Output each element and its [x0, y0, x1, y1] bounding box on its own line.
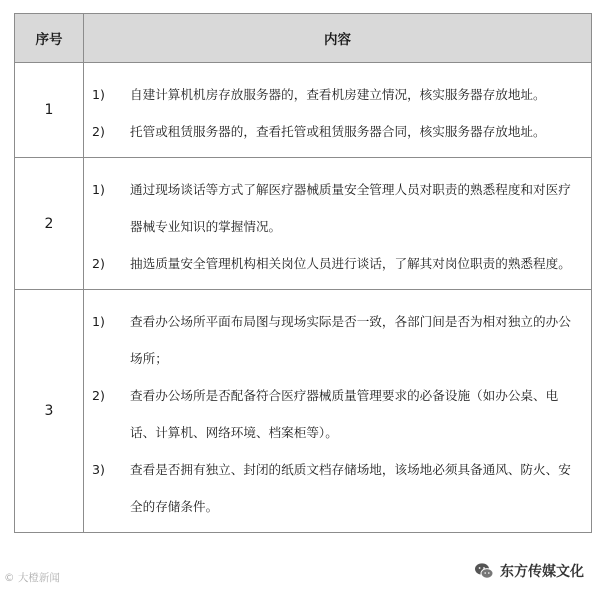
- row-content: [84, 158, 592, 290]
- table-row: [15, 158, 592, 290]
- row-index: 1: [15, 63, 84, 158]
- list-item: [84, 245, 583, 282]
- item-number: 2): [92, 388, 105, 403]
- list-item: [84, 171, 583, 245]
- list-item: [84, 451, 583, 525]
- item-text: 通过现场谈话等方式了解医疗器械质量安全管理人员对职责的熟悉程度和对医疗器械专业知识的掌握情况。: [130, 182, 571, 234]
- table-row: [15, 290, 592, 533]
- watermark-bar: [0, 561, 600, 591]
- content-table: [14, 13, 592, 533]
- watermark-left: © 大橙新闻: [4, 572, 60, 584]
- list-item: [84, 377, 583, 451]
- row-index: 2: [15, 158, 84, 290]
- list-item: [84, 303, 583, 377]
- header-index: 序号: [15, 14, 84, 63]
- table-header-row: [15, 14, 592, 63]
- row-content: [84, 290, 592, 533]
- item-number: 1): [92, 182, 105, 197]
- list-item: [84, 76, 583, 113]
- watermark-right: [474, 561, 584, 581]
- item-text: 查看办公场所平面布局图与现场实际是否一致，各部门间是否为相对独立的办公场所；: [130, 314, 571, 366]
- item-text: 抽选质量安全管理机构相关岗位人员进行谈话，了解其对岗位职责的熟悉程度。: [130, 256, 571, 271]
- item-number: 2): [92, 256, 105, 271]
- item-number: 1): [92, 87, 105, 102]
- wechat-icon: [474, 561, 494, 581]
- item-number: 2): [92, 124, 105, 139]
- watermark-right-text: 东方传媒文化: [500, 564, 584, 580]
- item-number: 3): [92, 462, 105, 477]
- list-item: [84, 113, 583, 150]
- row-index: 3: [15, 290, 84, 533]
- header-content: 内容: [84, 14, 592, 63]
- table-row: [15, 63, 592, 158]
- item-text: 查看办公场所是否配备符合医疗器械质量管理要求的必备设施（如办公桌、电话、计算机、网络环境、档案柜等）。: [130, 388, 559, 440]
- item-text: 托管或租赁服务器的，查看托管或租赁服务器合同，核实服务器存放地址。: [130, 124, 546, 139]
- item-number: 1): [92, 314, 105, 329]
- item-text: 查看是否拥有独立、封闭的纸质文档存储场地，该场地必须具备通风、防火、安全的存储条件。: [130, 462, 571, 514]
- item-text: 自建计算机机房存放服务器的，查看机房建立情况，核实服务器存放地址。: [130, 87, 546, 102]
- row-content: [84, 63, 592, 158]
